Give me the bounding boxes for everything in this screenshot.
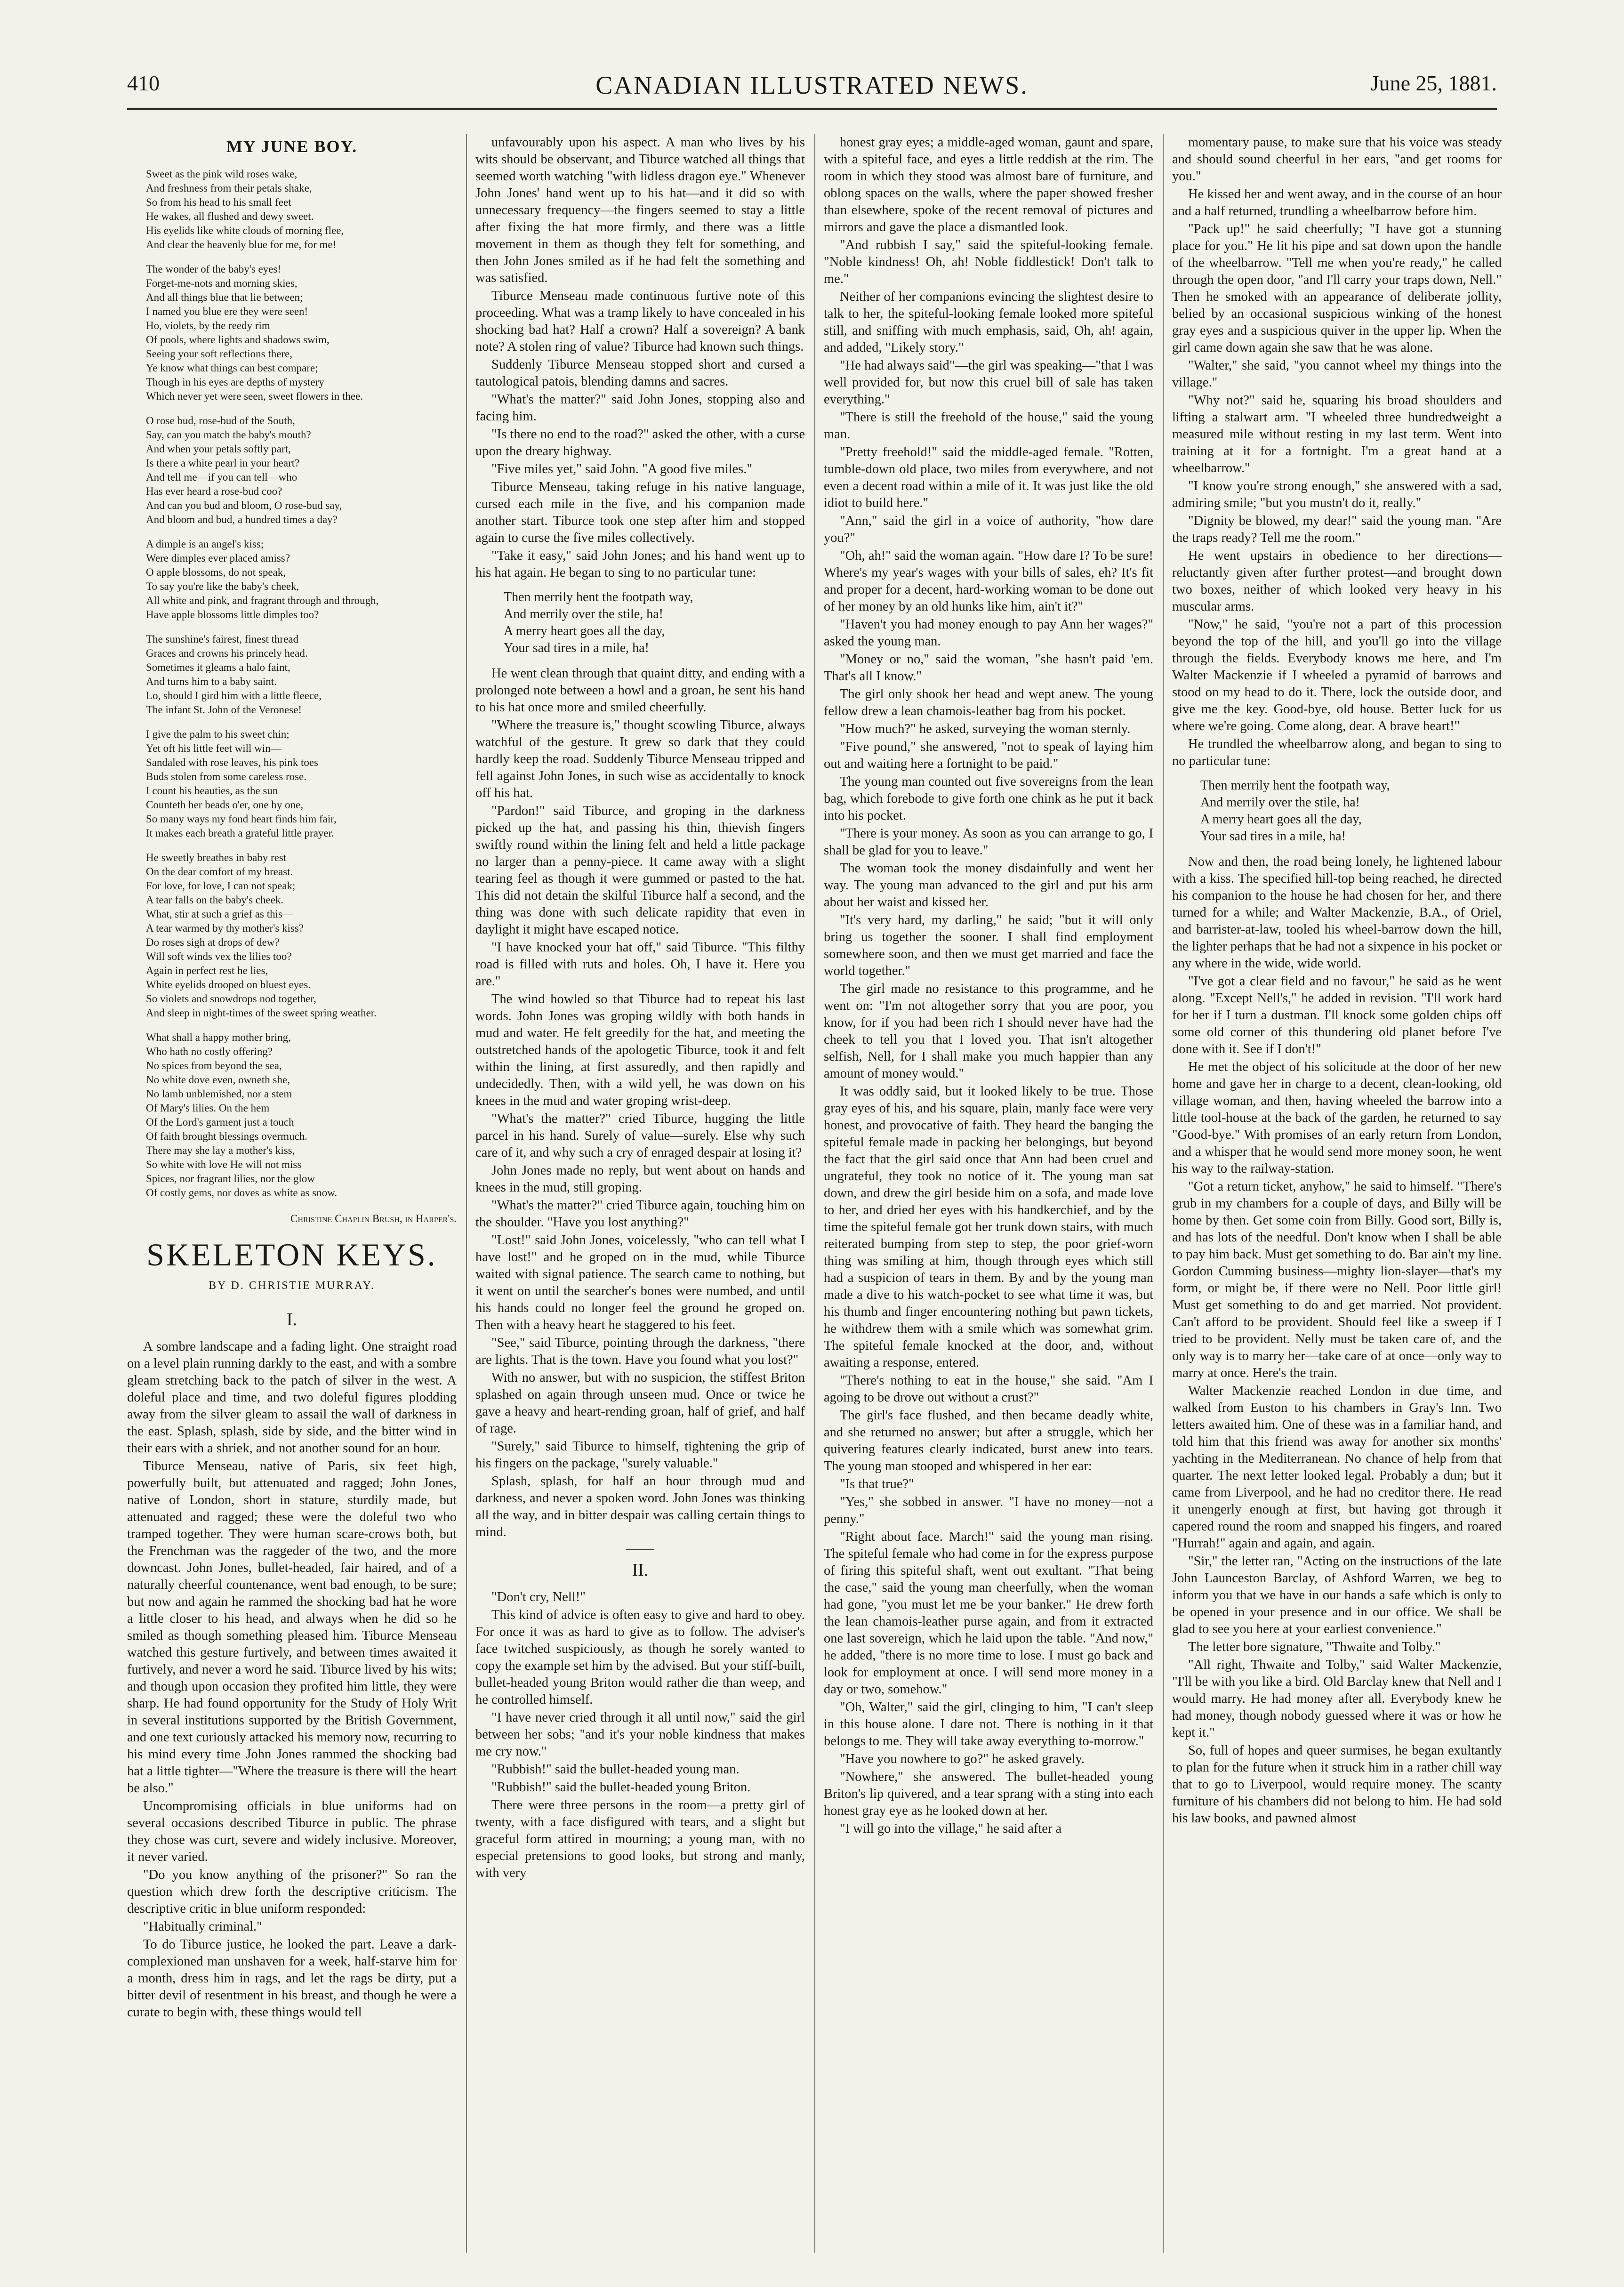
poem-line: To say you're like the baby's cheek, — [146, 580, 299, 592]
poem-stanza — [146, 167, 457, 252]
paragraph: There were three persons in the room—a pretty girl of twenty, with a face disfigured with tears, and a slight but graceful form attired in mourning; a young man, with no especial pretensions to good looks, but strong and manly, with very — [475, 1798, 805, 1880]
poem-line: A tear falls on the baby's cheek. — [146, 894, 284, 906]
poem-line: The wonder of the baby's eyes! — [146, 263, 281, 275]
poem-line: Graces and crowns his princely head. — [146, 647, 308, 659]
poem-line: So from his head to his small feet — [146, 196, 291, 208]
poem-line: Have apple blossoms little dimples too? — [146, 609, 319, 620]
poem-line: Buds stolen from some careless rose. — [146, 771, 307, 782]
poem-signature: Christine Chaplin Brush, in Harper's. — [290, 1213, 457, 1224]
paragraph: "I've got a clear field and no favour," he said as he went along. "Except Nell's," he added in revision. "I'll work hard for her if I turn a dustman. I'll knock some golden chips off some old corner of this thundering old planet before I've done with it. See if I don't!" — [1172, 974, 1502, 1056]
poem-line: So white with love He will not miss — [146, 1159, 302, 1170]
poem-body — [127, 167, 457, 1200]
paragraph: "Don't cry, Nell!" — [491, 1590, 586, 1604]
column-2 — [475, 134, 805, 2262]
song-verse — [504, 589, 805, 657]
issue-date: June 25, 1881. — [1370, 71, 1497, 95]
poem-stanza — [146, 1031, 457, 1200]
poem-line: I named you blue ere they were seen! — [146, 306, 308, 317]
poem-line: He sweetly breathes in baby rest — [146, 852, 287, 863]
paragraph: "Sir," the letter ran, "Acting on the instructions of the late John Launceston Barclay, of Ashford Warren, we beg to inform you that we have in our hands a safe which is only to be opened in your presence and in our office. We shall be glad to see you here at your earliest convenience." — [1172, 1554, 1502, 1636]
column-2-text-c — [475, 1589, 805, 1882]
verse-line: Your sad tires in a mile, ha! — [1200, 829, 1346, 844]
verse-line: Then merrily hent the footpath way, — [504, 590, 693, 604]
poem-line: Spices, nor fragrant lilies, nor the glow — [146, 1173, 315, 1184]
poem-line: Say, can you match the baby's mouth? — [146, 429, 311, 441]
paragraph: Suddenly Tiburce Menseau stopped short and cursed a tautological patois, blending damns and sacres. — [475, 357, 805, 389]
paragraph: He kissed her and went away, and in the course of an hour and a half returned, trundling a wheelbarrow before him. — [1172, 187, 1502, 218]
poem-line: It makes each breath a grateful little prayer. — [146, 827, 334, 839]
poem-line: On the dear comfort of my breast. — [146, 866, 293, 878]
poem-line: No white dove even, owneth she, — [146, 1074, 290, 1086]
poem-line: Who hath no costly offering? — [146, 1046, 273, 1057]
paragraph: So, full of hopes and queer surmises, he began exultantly to plan for the future when it struck him in a rather chill way that to go to Liverpool, would require money. The scanty furniture of his chambers did not belong to him. He had sold his law books, and pawned almost — [1172, 1743, 1502, 1826]
paragraph: "I have never cried through it all until now," said the girl between her sobs; "and it's your noble kindness that makes me cry now." — [475, 1710, 805, 1759]
poem-line: Sandaled with rose leaves, his pink toes — [146, 757, 319, 768]
verse-line: And merrily over the stile, ha! — [1200, 795, 1360, 810]
poem-line: All white and pink, and fragrant through and through, — [146, 595, 379, 606]
poem-line: O apple blossoms, do not speak, — [146, 566, 286, 578]
column-1 — [127, 134, 457, 2262]
column-rule — [814, 134, 815, 2253]
poem-line: Which never yet were seen, sweet flowers in thee. — [146, 390, 363, 402]
paragraph: "Where the treasure is," thought scowling Tiburce, always watchful of the gesture. It grew so dark that they could hardly keep the road. Suddenly Tiburce Menseau tripped and fell against John Jones, in such wise as accidentally to knock off his hat. — [475, 718, 805, 800]
paragraph: "He had always said"—the girl was speaking—"that I was well provided for, but now this cruel bill of sale has taken everything." — [824, 358, 1153, 407]
paragraph: To do Tiburce justice, he looked the part. Leave a dark-complexioned man unshaven for a week, half-starve him for a month, dress him in rags, and let the rags be dirty, put a bitter devil of resentment in his breast, and though he were a curate to begin with, these things would tell — [127, 1937, 457, 2020]
poem-stanza — [146, 537, 457, 622]
poem-line: Has ever heard a rose-bud coo? — [146, 485, 282, 497]
paragraph: "Do you know anything of the prisoner?" So ran the question which drew forth the descriptive criticism. The descriptive critic in blue uniform responded: — [127, 1868, 457, 1916]
poem-line: No lamb unblemished, nor a stem — [146, 1088, 292, 1100]
poem-line: Ye know what things can best compare; — [146, 362, 318, 374]
verse-line: Your sad tires in a mile, ha! — [504, 641, 649, 655]
paragraph: "Pack up!" he said cheerfully; "I have got a stunning place for you." He lit his pipe and sat down upon the handle of the wheelbarrow. "Tell me when you're ready," he called through the open door, "and I'll carry your traps down, Nell." Then he smoked with an appearance of deliberate jollity, belied by an occasional suspicious winking of the honest gray eyes and a suspicious quiver in the upper lip. When the girl came down again she saw that he was alone. — [1172, 222, 1502, 355]
paragraph: "Rubbish!" said the bullet-headed young Briton. — [491, 1780, 751, 1795]
column-rule — [1163, 134, 1164, 2253]
poem-line: There may she lay a mother's kiss, — [146, 1144, 295, 1156]
paragraph: With no answer, but with no suspicion, the stiffest Briton splashed on again through unseen mud. Once or twice he gave a heavy and heart-rending groan, half of grief, and half of rage. — [475, 1370, 805, 1436]
poem-line: O rose bud, rose-bud of the South, — [146, 415, 295, 427]
poem-stanza — [146, 727, 457, 840]
paragraph: A sombre landscape and a fading light. One straight road on a level plain running darkly to the east, and with a sombre gleam stretching back to the patch of silver in the west. A doleful place and time, and two doleful figures plodding away from the silver gleam to assail the wall of darkness in the east. Splash, splash, side by side, and the bitter wind in their ears with a shriek, and not another sound for an hour. — [127, 1339, 457, 1456]
paragraph: The letter bore signature, "Thwaite and Tolby." — [1188, 1640, 1441, 1654]
poem-line: His eyelids like white clouds of morning flee, — [146, 225, 344, 236]
poem-line: Lo, should I gird him with a little fleece, — [146, 690, 322, 701]
paragraph: The girl's face flushed, and then became deadly white, and she returned no answer; but after a struggle, which her quivering features clearly indicated, burst anew into tears. The young man stooped and whispered in her ear: — [824, 1408, 1153, 1474]
poem-stanza — [146, 851, 457, 1020]
poem-line: Again in perfect rest he lies, — [146, 965, 268, 976]
paragraph: "Now," he said, "you're not a part of this procession beyond the top of the hill, and you'll go into the village through the fields. Everybody knows me here, and I'm Walter Mackenzie if I wheeled a pyramid of barrows and stood on my head to do it. There, lock the outside door, and give me the key. Good-bye, old house. Better luck for us where we're going. Come along, dear. A brave heart!" — [1172, 617, 1502, 733]
paragraph: Uncompromising officials in blue uniforms had on several occasions described Tiburce in public. The phrase they chose was curt, severe and widely inclusive. Moreover, it never varied. — [127, 1799, 457, 1864]
paragraph: "Dignity be blowed, my dear!" said the young man. "Are the traps ready? Tell me the room." — [1172, 514, 1502, 545]
poem-line: So violets and snowdrops nod together, — [146, 993, 316, 1005]
story-byline: BY D. CHRISTIE MURRAY. — [209, 1280, 375, 1292]
paragraph: "What's the matter?" said John Jones, stopping also and facing him. — [475, 392, 805, 424]
paragraph: The woman took the money disdainfully and went her way. The young man advanced to the girl and put his arm about her waist and kissed her. — [824, 861, 1153, 910]
poem-line: Seeing your soft reflections there, — [146, 348, 293, 360]
paragraph: unfavourably upon his aspect. A man who lives by his wits should be observant, and Tiburce watched all things that seemed worth watching "with lidless dragon eye." Whenever John Jones' hand went up to his hat—and it did so with unnecessary frequency—the fingers seemed to stay a little after fixing the hat more firmly, and there was a little movement in them as though they felt for something, and then John Jones smiled as if he had felt the something and was satisfied. — [475, 135, 805, 285]
poem-line: And bloom and bud, a hundred times a day? — [146, 514, 338, 525]
column-3 — [824, 134, 1153, 2262]
verse-line: A merry heart goes all the day, — [504, 624, 665, 638]
poem-line: And all things blue that lie between; — [146, 291, 303, 303]
poem-line: He wakes, all flushed and dewy sweet. — [146, 210, 314, 222]
paragraph: "Walter," she said, "you cannot wheel my things into the village." — [1172, 358, 1502, 390]
poem-line: And tell me—if you can tell—who — [146, 471, 297, 483]
poem-title: MY JUNE BOY. — [226, 137, 358, 156]
poem-line: And clear the heavenly blue for me, for me! — [146, 239, 337, 250]
paragraph: "Oh, ah!" said the woman again. "How dare I? To be sure! Where's my year's wages with your bills of sales, eh? It's fit and proper for a decent, hard-working woman to be done out of her money by an old hunks like him, ain't it?" — [824, 548, 1153, 614]
poem-line: Counteth her beads o'er, one by one, — [146, 799, 304, 811]
paragraph: "Five pound," she answered, "not to speak of laying him out and waiting here a fortnight to be paid." — [824, 740, 1153, 771]
paragraph: "It's very hard, my darling," he said; "but it will only bring us together the sooner. I shall find employment somewhere soon, and then we must get married and face the world together." — [824, 913, 1153, 978]
paragraph: "Yes," she sobbed in answer. "I have no money—not a penny." — [824, 1495, 1153, 1526]
paragraph: He trundled the wheelbarrow along, and began to sing to no particular tune: — [1172, 737, 1502, 768]
paragraph: "Money or no," said the woman, "she hasn't paid 'em. That's all I know." — [824, 652, 1153, 684]
paragraph: Tiburce Menseau, taking refuge in his native language, cursed each mile in the five, and his companion made another start. Tiburce took one step after him and stopped again to curse the five miles collectively. — [475, 480, 805, 545]
paragraph: "Habitually criminal." — [143, 1919, 262, 1934]
column-3-text — [824, 134, 1153, 1837]
poem-line: I count his beauties, as the sun — [146, 785, 278, 797]
paragraph: "There is still the freehold of the house," said the young man. — [824, 410, 1153, 442]
poem-stanza — [146, 632, 457, 717]
paragraph: "What's the matter?" cried Tiburce again, touching him on the shoulder. "Have you lost anything?" — [475, 1198, 805, 1230]
paragraph: This kind of advice is often easy to give and hard to obey. For once it was as hard to give as to follow. The adviser's face twitched suspiciously, as though he sorely wanted to copy the example set him by the advised. But your stiff-built, bullet-headed young Briton would rather die than weep, and he controlled himself. — [475, 1608, 805, 1707]
poem-line: Ho, violets, by the reedy rim — [146, 320, 270, 331]
poem-line: A tear warmed by thy mother's kiss? — [146, 922, 304, 934]
poem-line: The sunshine's fairest, finest thread — [146, 633, 299, 645]
paragraph: He went upstairs in obedience to her directions—reluctantly given after further protest—and brought down two boxes, neither of which looked very heavy in his muscular arms. — [1172, 548, 1502, 614]
paragraph: "How much?" he asked, surveying the woman sternly. — [840, 722, 1131, 736]
poem-stanza — [146, 262, 457, 403]
paragraph: "I will go into the village," he said after a — [840, 1821, 1062, 1836]
poem-line: White eyelids drooped on bluest eyes. — [146, 979, 311, 990]
chapter-heading: I. — [286, 1310, 297, 1329]
column-4-text-a — [1172, 134, 1502, 770]
paragraph: momentary pause, to make sure that his voice was steady and should sound cheerful in her ears, "and get rooms for you." — [1172, 135, 1502, 184]
poem-line: Sometimes it gleams a halo faint, — [146, 661, 290, 673]
poem-line: Of the Lord's garment just a touch — [146, 1116, 294, 1128]
paragraph: "Right about face. March!" said the young man rising. The spiteful female who had come in for the express purpose of firing this spiteful shaft, went out exultant. "That being the case," said the young man cheerfully, when the woman had gone, "you must let me be your banker." He drew forth the lean chamois-leather purse again, and from it extracted one last sovereign, which he laid upon the table. "And now," he added, "there is no more time to lose. I must go back and look for employment at once. I will send more money in a day or two, somehow." — [824, 1530, 1153, 1697]
paragraph: "Ann," said the girl in a voice of authority, "how dare you?" — [824, 514, 1153, 545]
poem-line: For love, for love, I can not speak; — [146, 880, 296, 892]
paragraph: "Have you nowhere to go?" he asked gravely. — [840, 1752, 1085, 1766]
poem-line: Of pools, where lights and shadows swim, — [146, 334, 330, 346]
paragraph: The young man counted out five sovereigns from the lean bag, which forebode to give forth one chink as he put it back into his pocket. — [824, 774, 1153, 823]
page-number: 410 — [127, 71, 160, 95]
paragraph: "Haven't you had money enough to pay Ann her wages?" asked the young man. — [824, 617, 1153, 649]
poem-line: What, stir at such a grief as this— — [146, 908, 293, 920]
paragraph: Neither of her companions evincing the slightest desire to talk to her, the spiteful-looking female looked more spiteful still, and sniffing with much emphasis, said, Oh, ah! again, and added, "Likely story." — [824, 290, 1153, 355]
column-4-text-b — [1172, 854, 1502, 1827]
paragraph: "Rubbish!" said the bullet-headed young man. — [491, 1762, 740, 1777]
poem-line: Though in his eyes are depths of mystery — [146, 376, 324, 388]
poem-line: Do roses sigh at drops of dew? — [146, 936, 280, 948]
poem-stanza — [146, 414, 457, 527]
poem-line: Will soft winds vex the lilies too? — [146, 950, 292, 962]
paragraph: "Got a return ticket, anyhow," he said to himself. "There's grub in my chambers for a couple of days, and Billy will be home by then. Get some coin from Billy. Good sort, Billy is, and has lots of the needful. Don't know when I shall be able to pay him back. Must get something to do. Bar ain't my line. Gordon Cumming business—mighty lion-slayer—that's my form, or might be, if there were no Nell. Poor little girl! Must get something to do and get married. Not provident. Can't afford to be provident. Should feel like a sweep if I tried to be provident. Nelly must be taken care of, and the only way is to marry her—take care of at once—only way to marry at once. Here's the train. — [1172, 1179, 1502, 1380]
poem-line: And when your petals softly part, — [146, 443, 291, 455]
poem-line: Is there a white pearl in your heart? — [146, 457, 300, 469]
column-2-text-a — [475, 134, 805, 581]
column-2-text-b — [475, 665, 805, 1541]
column-1-text — [127, 1338, 457, 2021]
paragraph: John Jones made no reply, but went about on hands and knees in the mud, still groping. — [475, 1163, 805, 1195]
poem-line: So many ways my fond heart finds him fair, — [146, 813, 337, 825]
paragraph: He went clean through that quaint ditty, and ending with a prolonged note between a howl and a groan, he sent his hand to his hat once more and smiled cheerfully. — [475, 666, 805, 715]
paragraph: He met the object of his solicitude at the door of her new home and gave her in charge to a decent, clean-looking, old village woman, and then, having wheeled the barrow into a little tool-house at the back of the garden, he returned to say "Good-bye." With promises of an early return from London, and a whisper that he would send more money soon, he went his way to the railway-station. — [1172, 1060, 1502, 1176]
paragraph: "All right, Thwaite and Tolby," said Walter Mackenzie, "I'll be with you like a bird. Old Barclay knew that Nell and I would marry. He had money after all. Everybody knew he had money, though nobody guessed where it was or how he kept it." — [1172, 1658, 1502, 1740]
poem-line: And can you bud and bloom, O rose-bud say, — [146, 499, 342, 511]
paragraph: "Oh, Walter," said the girl, clinging to him, "I can't sleep in this house alone. I dare not. There is nothing in it that belongs to me. They will take away everything to-morrow." — [824, 1700, 1153, 1748]
paragraph: "Lost!" said John Jones, voicelessly, "who can tell what I have lost!" and he groped on in the mud, while Tiburce waited with signal patience. The search came to nothing, but it went on until the searcher's bones were numbed, and until his hands could no longer feel the ground he groped on. Then with a heavy heart he staggered to his feet. — [475, 1233, 805, 1332]
paragraph: Tiburce Menseau made continuous furtive note of this proceeding. What was a tramp likely to have concealed in his shocking bad hat? Half a crown? Half a sovereign? A bank note? A stolen ring of value? Tiburce had known such things. — [475, 289, 805, 354]
paragraph: "I have knocked your hat off," said Tiburce. "This filthy road is filled with ruts and holes. Oh, I have it. Here you are." — [475, 940, 805, 989]
poem-line: A dimple is an angel's kiss; — [146, 538, 264, 550]
poem-line: Of faith brought blessings overmuch. — [146, 1130, 308, 1142]
paragraph: honest gray eyes; a middle-aged woman, gaunt and spare, with a spiteful face, and eyes a little reddish at the rim. The room in which they stood was almost bare of furniture, and oblong spaces on the walls, where the paper showed fresher than elsewhere, spoke of the recent removal of pictures and mirrors and gave the place a dismantled look. — [824, 135, 1153, 234]
chapter-heading: II. — [632, 1560, 649, 1580]
song-verse — [1200, 777, 1502, 845]
paragraph: Tiburce Menseau, native of Paris, six feet high, powerfully built, but attenuated and ragged; John Jones, native of London, short in stature, sturdily made, but attenuated and ragged; these were the doleful two who tramped together. They were human scare-crows both, but the Frenchman was the raggeder of the two, and the more downcast. John Jones, bullet-headed, fair haired, and of a naturally cheerful countenance, went bad enough, to be sure; but now and again he rammed the shocking bad hat he wore a little closer to his head, and always when he did so he smiled as though something pleased him. Tiburce Menseau watched this gesture furtively, and between times awaited it furtively, and never a word he said. Tiburce lived by his wits; and though upon occasion they profited him little, they were sharp. He had found opportunity for the Study of Holy Writ in several institutions supported by the British Government, and one text curiously attacked his memory now, recurring to his mind every time John Jones rammed the shocking bad hat a little tighter—"Where the treasure is there will the heart be also." — [127, 1459, 457, 1796]
story-title: SKELETON KEYS. — [146, 1237, 437, 1272]
newspaper-title: CANADIAN ILLUSTRATED NEWS. — [595, 71, 1029, 99]
poem-line: And freshness from their petals shake, — [146, 182, 312, 194]
poem-line: Sweet as the pink wild roses wake, — [146, 168, 297, 180]
paragraph: "Pretty freehold!" said the middle-aged female. "Rotten, tumble-down old place, two miles from everywhere, and not even a decent road within a mile of it. It was just like the old idiot to build here." — [824, 445, 1153, 510]
paragraph: "Nowhere," she answered. The bullet-headed young Briton's lip quivered, and a tear sprang with a sting into each honest gray eye as he looked down at her. — [824, 1770, 1153, 1818]
paragraph: "Surely," said Tiburce to himself, tightening the grip of his fingers on the package, "surely valuable." — [475, 1439, 805, 1471]
paragraph: "I know you're strong enough," she answered with a sad, admiring smile; "but you mustn't do it, really." — [1172, 479, 1502, 510]
verse-line: And merrily over the stile, ha! — [504, 607, 664, 621]
paragraph: "Is that true?" — [840, 1477, 914, 1491]
paragraph: "And rubbish I say," said the spiteful-looking female. "Noble kindness! Oh, ah! Noble fiddlestick! Don't talk to me." — [824, 238, 1153, 286]
verse-line: Then merrily hent the footpath way, — [1200, 778, 1390, 793]
column-rule — [466, 134, 467, 2253]
verse-line: A merry heart goes all the day, — [1200, 812, 1362, 827]
paragraph: "What's the matter?" cried Tiburce, hugging the little parcel in his hand. Surely of value—surely. Else why such care of it, and why such a cry of enraged despair at losing it? — [475, 1111, 805, 1160]
poem-line: Were dimples ever placed amiss? — [146, 552, 290, 564]
poem-line: Of Mary's lilies. On the hem — [146, 1102, 270, 1114]
poem-line: And sleep in night-times of the sweet spring weather. — [146, 1007, 377, 1019]
poem-line: Forget-me-nots and morning skies, — [146, 277, 297, 289]
paragraph: Splash, splash, for half an hour through mud and darkness, and never a spoken word. John Jones was thinking all the way, and in bitter despair was calling certain things to mind. — [475, 1474, 805, 1539]
poem-line: And turns him to a baby saint. — [146, 676, 277, 687]
paragraph: "There is your money. As soon as you can arrange to go, I shall be glad for you to leave." — [824, 826, 1153, 858]
page-header — [127, 71, 1497, 110]
poem-line: What shall a happy mother bring, — [146, 1031, 291, 1043]
section-divider — [626, 1549, 654, 1550]
paragraph: "Is there no end to the road?" asked the other, with a curse upon the dreary highway. — [475, 427, 805, 459]
poem-line: I give the palm to his sweet chin; — [146, 728, 289, 740]
paragraph: "There's nothing to eat in the house," she said. "Am I agoing to be drove out without a crust?" — [824, 1373, 1153, 1405]
paragraph: "Pardon!" said Tiburce, and groping in the darkness picked up the hat, and passing his thin, thievish fingers swiftly round within the lining felt and held a little package no larger than a penny-piece. It came away with a slight tearing feel as though it were gummed or pasted to the hat. This did not detain the skilful Tiburce half a second, and the thing was done with such delicate rapidity that even in daylight it might have escaped notice. — [475, 804, 805, 937]
paragraph: Walter Mackenzie reached London in due time, and walked from Euston to his chambers in Gray's Inn. Two letters awaited him. One of these was in a familiar hand, and told him that this friend was away for another six months' yachting in the Mediterranean. No chance of help from that quarter. The next letter looked legal. Probably a dun; but it came from Liverpool, and he had no creditor there. He read it unengerly enough at first, but having got through it capered round the room and snapped his fingers, and roared "Hurrah!" again and again, and again. — [1172, 1384, 1502, 1551]
paragraph: "Five miles yet," said John. "A good five miles." — [491, 462, 752, 476]
paragraph: "See," said Tiburce, pointing through the darkness, "there are lights. That is the town. Have you found what you lost?" — [475, 1336, 805, 1367]
paragraph: "Take it easy," said John Jones; and his hand went up to his hat again. He began to sing to no particular tune: — [475, 548, 805, 580]
poem-line: The infant St. John of the Veronese! — [146, 704, 302, 716]
column-4 — [1172, 134, 1502, 2262]
paragraph: "Why not?" said he, squaring his broad shoulders and lifting a stalwart arm. "I wheeled three hundredweight a measured mile without resting in my last term. Went into training at it for a fortnight. I'm a great hand at a wheelbarrow." — [1172, 393, 1502, 475]
paragraph: Now and then, the road being lonely, he lightened labour with a kiss. The specified hill-top being reached, he directed his companion to the house he had chosen for her, and there turned for a while; and Walter Mackenzie, B.A., of Oriel, and barrister-at-law, tooled his wheel-barrow down the hill, the lighter perhaps that he had not a sixpence in his pocket or any where in the wide, wide world. — [1172, 854, 1502, 971]
paragraph: The girl only shook her head and wept anew. The young fellow drew a lean chamois-leather bag from his pocket. — [824, 687, 1153, 718]
paragraph: It was oddly said, but it looked likely to be true. Those gray eyes of his, and his square, plain, manly face were very honest, and provocative of faith. They heard the banging the spiteful female made in packing her belongings, but beyond the fact that the girl said once that Ann had been cruel and ungrateful, they took no notice of it. The young man sat down, and drew the girl beside him on a sofa, and made love to her, and dried her eyes with his handkerchief, and by the time the spiteful female got her trunk down stairs, with much reiterated bumping from step to step, the poor grief-worn thing was smiling at him, though through eyes which still had a suspicion of tears in them. By and by the young man made a dive to his watch-pocket to see what time it was, but his thumb and finger encountering nothing but pawn tickets, he withdrew them with a smile which was somewhat grim. The spiteful female knocked at the door, and, without awaiting a response, entered. — [824, 1084, 1153, 1370]
paragraph: The wind howled so that Tiburce had to repeat his last words. John Jones was groping wildly with both hands in mud and water. He felt greedily for the hat, and meeting the outstretched hands of the apologetic Tiburce, took it and felt within the lining, at first assuredly, and then rapidly and undecidedly. Then, with a wild yell, he was down on his knees in the mud and water groping wrist-deep. — [475, 992, 805, 1108]
poem-line: No spices from beyond the sea, — [146, 1060, 282, 1071]
poem-line: Yet oft his little feet will win— — [146, 742, 281, 754]
paragraph: The girl made no resistance to this programme, and he went on: "I'm not altogether sorry that you are poor, you know, for if you had been rich I should never have had the cheek to tell you that I loved you. That isn't altogether selfish, Nell, for I shall make you much happier than any amount of money would." — [824, 982, 1153, 1081]
poem-line: Of costly gems, nor doves as white as snow. — [146, 1187, 338, 1199]
